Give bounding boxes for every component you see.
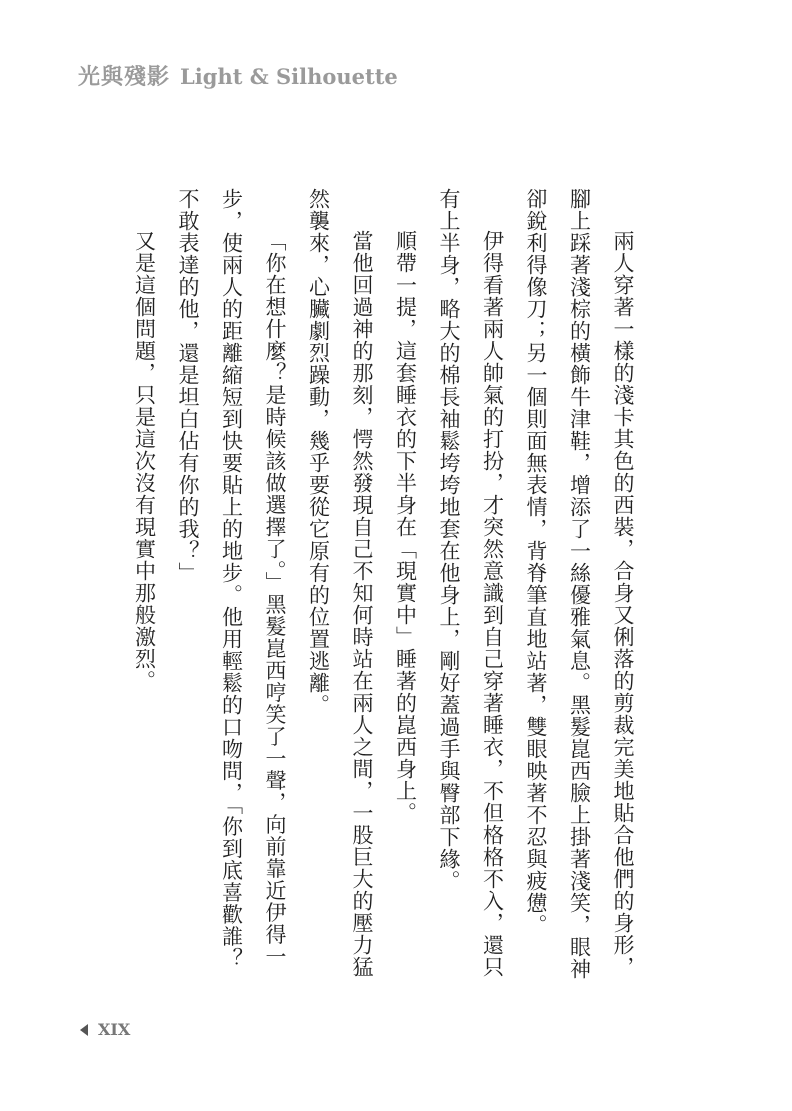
triangle-left-icon <box>80 1024 88 1036</box>
paragraph: 「你在想什麼？是時候該做選擇了。」黑髮崑西哼笑了一聲，向前靠近伊得一步，使兩人的距離縮短到快要貼上的地步。他用輕鬆的口吻問，「你到底喜歡誰？不敢表達的他，還是坦白佔有你的我？」 <box>176 188 287 970</box>
page-number: XIX <box>98 1020 131 1039</box>
running-header <box>78 60 398 92</box>
paragraph: 當他回過神的那刻，愕然發現自己不知何時站在兩人之間，一股巨大的壓力猛然襲來，心臟劇烈躁動，幾乎要從它原有的位置逃離。 <box>306 188 374 978</box>
paragraph: 順帶一提，這套睡衣的下半身在「現實中」睡著的崑西身上。 <box>393 230 418 824</box>
book-title-english: Light & Silhouette <box>180 64 398 89</box>
book-title-chinese: 光與殘影 <box>78 64 171 90</box>
paragraph: 兩人穿著一樣的淺卡其色的西裝，合身又俐落的剪裁完美地貼合他們的身形，腳上踩著淺棕的橫飾牛津鞋，增添了一絲優雅氣息。黑髮崑西臉上掛著淺笑，眼神卻銳利得像刀；另一個則面無表情，背脊筆直地站著，雙眼映著不忍與疲憊。 <box>524 188 635 980</box>
paragraph: 又是這個問題，只是這次沒有現實中那般激烈。 <box>132 230 157 692</box>
paragraph: 伊得看著兩人帥氣的打扮，才突然意識到自己穿著睡衣，不但格格不入，還只有上半身，略大的棉長袖鬆垮垮地套在他身上，剛好蓋過手與臀部下緣。 <box>437 188 505 978</box>
page-footer <box>80 1020 130 1039</box>
body-text <box>124 188 644 988</box>
